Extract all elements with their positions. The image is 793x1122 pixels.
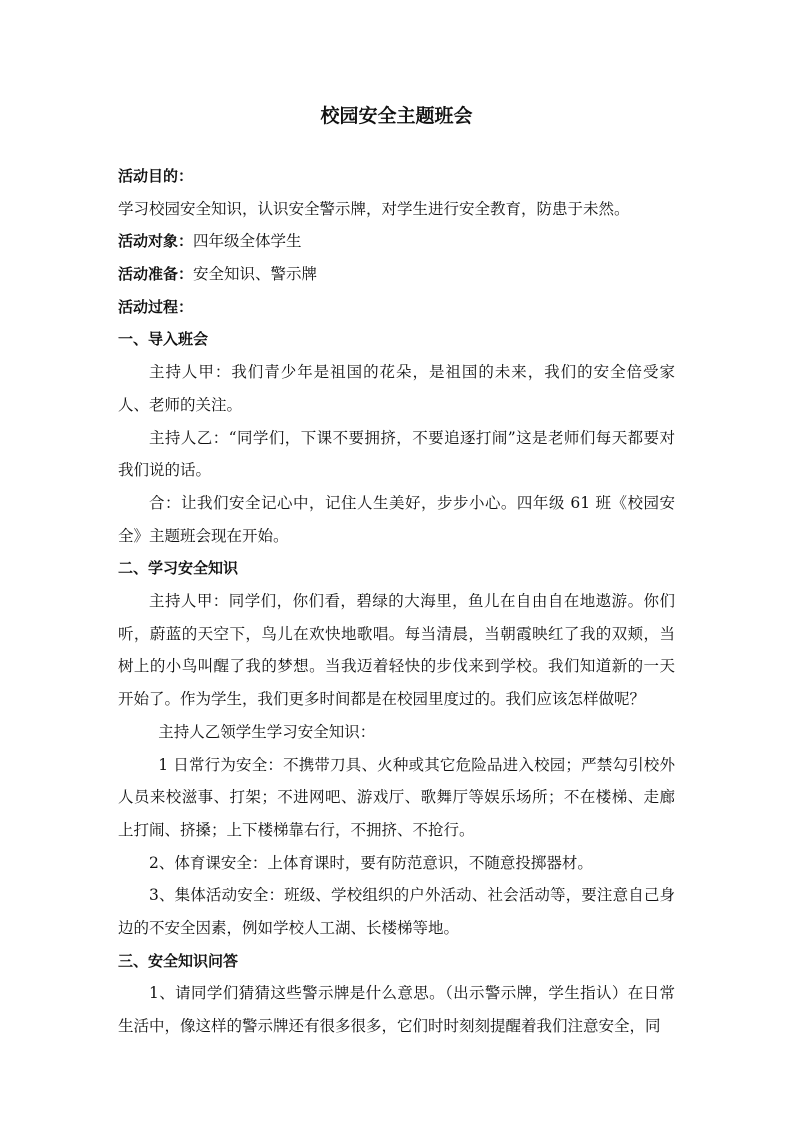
document-page xyxy=(118,100,675,1043)
preparation-line xyxy=(118,258,675,291)
section-2-paragraph-4: 2、体育课安全：上体育课时，要有防范意识，不随意投掷器材。 xyxy=(149,853,593,872)
section-heading-2: 二、学习安全知识 xyxy=(118,559,239,578)
section-1-paragraph-1: 主持人甲：我们青少年是祖国的花朵，是祖国的未来，我们的安全倍受家人、老师的关注。 xyxy=(118,363,675,414)
section-2-paragraph-1: 主持人甲：同学们，你们看，碧绿的大海里，鱼儿在自由自在地遨游。你们听，蔚蓝的天空下，鸟儿在欢快地歌唱。每当清晨，当朝霞映红了我的双颊，当树上的小鸟叫醒了我的梦想。当我迈着轻快的步伐来到学校。我们知道新的一天开始了。作为学生，我们更多时间都是在校园里度过的。我们应该怎样做呢？ xyxy=(118,592,675,709)
section-1-paragraph-2: 主持人乙：“同学们，下课不要拥挤，不要追逐打闹”这是老师们每天都要对我们说的话。 xyxy=(118,428,675,480)
section-heading-1: 一、导入班会 xyxy=(118,330,209,349)
purpose-label-line xyxy=(118,160,675,193)
preparation-label: 活动准备： xyxy=(118,265,194,284)
section-heading-3: 三、安全知识问答 xyxy=(118,951,239,970)
process-label-line xyxy=(118,291,675,324)
process-label: 活动过程： xyxy=(118,297,194,316)
section-2-paragraph-2: 主持人乙领学生学习安全知识： xyxy=(158,722,376,741)
audience-label: 活动对象： xyxy=(118,232,194,251)
document-title: 校园安全主题班会 xyxy=(320,105,473,127)
section-3-paragraph-1: 1、请同学们猜猜这些警示牌是什么意思。（出示警示牌，学生指认）在日常生活中，像这样的警示牌还有很多很多，它们时时刻刻提醒着我们注意安全，同 xyxy=(118,984,675,1036)
audience-line xyxy=(118,225,675,258)
preparation-value: 安全知识、警示牌 xyxy=(193,265,318,284)
section-2-paragraph-5: 3、集体活动安全：班级、学校组织的户外活动、社会活动等，要注意自己身边的不安全因素，例如学校人工湖、长楼梯等地。 xyxy=(118,886,675,938)
purpose-label: 活动目的： xyxy=(118,167,194,185)
purpose-text: 学习校园安全知识，认识安全警示牌，对学生进行安全教育，防患于未然。 xyxy=(118,199,630,218)
audience-value: 四年级全体学生 xyxy=(193,232,302,251)
section-2-paragraph-3: 1 日常行为安全：不携带刀具、火种或其它危险品进入校园；严禁勾引校外人员来校滋事、打架；不进网吧、游戏厅、歌舞厅等娱乐场所；不在楼梯、走廊上打闹、挤搡；上下楼梯靠右行，不拥挤、不抢行。 xyxy=(118,755,675,839)
section-1-paragraph-3: 合：让我们安全记心中，记住人生美好，步步小心。四年级 61 班《校园安全》主题班会现在开始。 xyxy=(118,493,675,545)
